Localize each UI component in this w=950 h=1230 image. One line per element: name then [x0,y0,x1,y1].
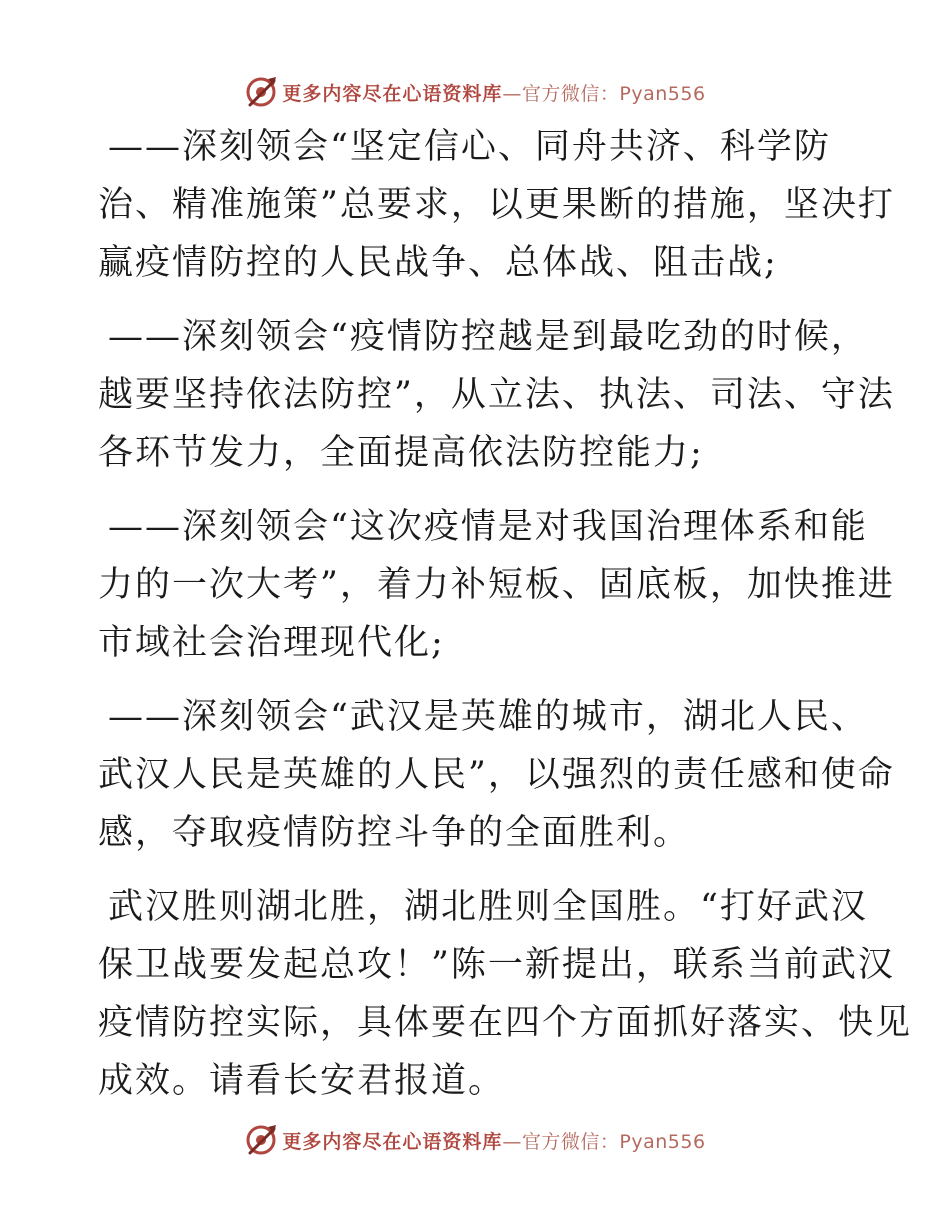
text-line: 武汉胜则湖北胜，湖北胜则全国胜。“打好武汉 [108,887,868,927]
text-line: 武汉人民是英雄的人民”，以强烈的责任感和使命 [98,755,895,795]
text-line: 力的一次大考”，着力补短板、固底板，加快推进 [98,565,895,605]
paragraph-2 [98,308,895,482]
text-line: 市域社会治理现代化; [98,623,445,663]
paragraph-4 [98,688,895,862]
paragraph-5 [98,878,913,1110]
quill-logo-icon [244,1123,278,1157]
text-line: 赢疫情防控的人民战争、总体战、阻击战; [98,243,778,283]
text-line: 保卫战要发起总攻！”陈一新提出，联系当前武汉 [98,945,895,985]
text-line: 成效。请看长安君报道。 [98,1061,506,1101]
text-line: ——深刻领会“武汉是英雄的城市，湖北人民、 [108,697,868,737]
document-body [98,118,913,1126]
watermark-brand: 更多内容尽在心语资料库 [282,82,503,105]
text-line: ——深刻领会“这次疫情是对我国治理体系和能 [108,507,868,547]
watermark-brand: 更多内容尽在心语资料库 [282,1130,503,1153]
text-line: 疫情防控实际，具体要在四个方面抓好落实、快见 [98,1003,913,1043]
watermark-contact: —官方微信：Pyan556 [502,82,706,105]
paragraph-3 [98,498,895,672]
text-line: ——深刻领会“坚定信心、同舟共济、科学防 [108,127,831,167]
footer-watermark [0,1120,950,1160]
quill-logo-icon [244,75,278,109]
text-line: 越要坚持依法防控”，从立法、执法、司法、守法 [98,375,895,415]
header-watermark [0,72,950,112]
text-line: 治、精准施策”总要求，以更果断的措施，坚决打 [98,185,895,225]
paragraph-1 [98,118,895,292]
watermark-contact: —官方微信：Pyan556 [502,1130,706,1153]
text-line: 感，夺取疫情防控斗争的全面胜利。 [98,813,691,853]
text-line: ——深刻领会“疫情防控越是到最吃劲的时候， [108,317,868,357]
text-line: 各环节发力，全面提高依法防控能力; [98,433,704,473]
